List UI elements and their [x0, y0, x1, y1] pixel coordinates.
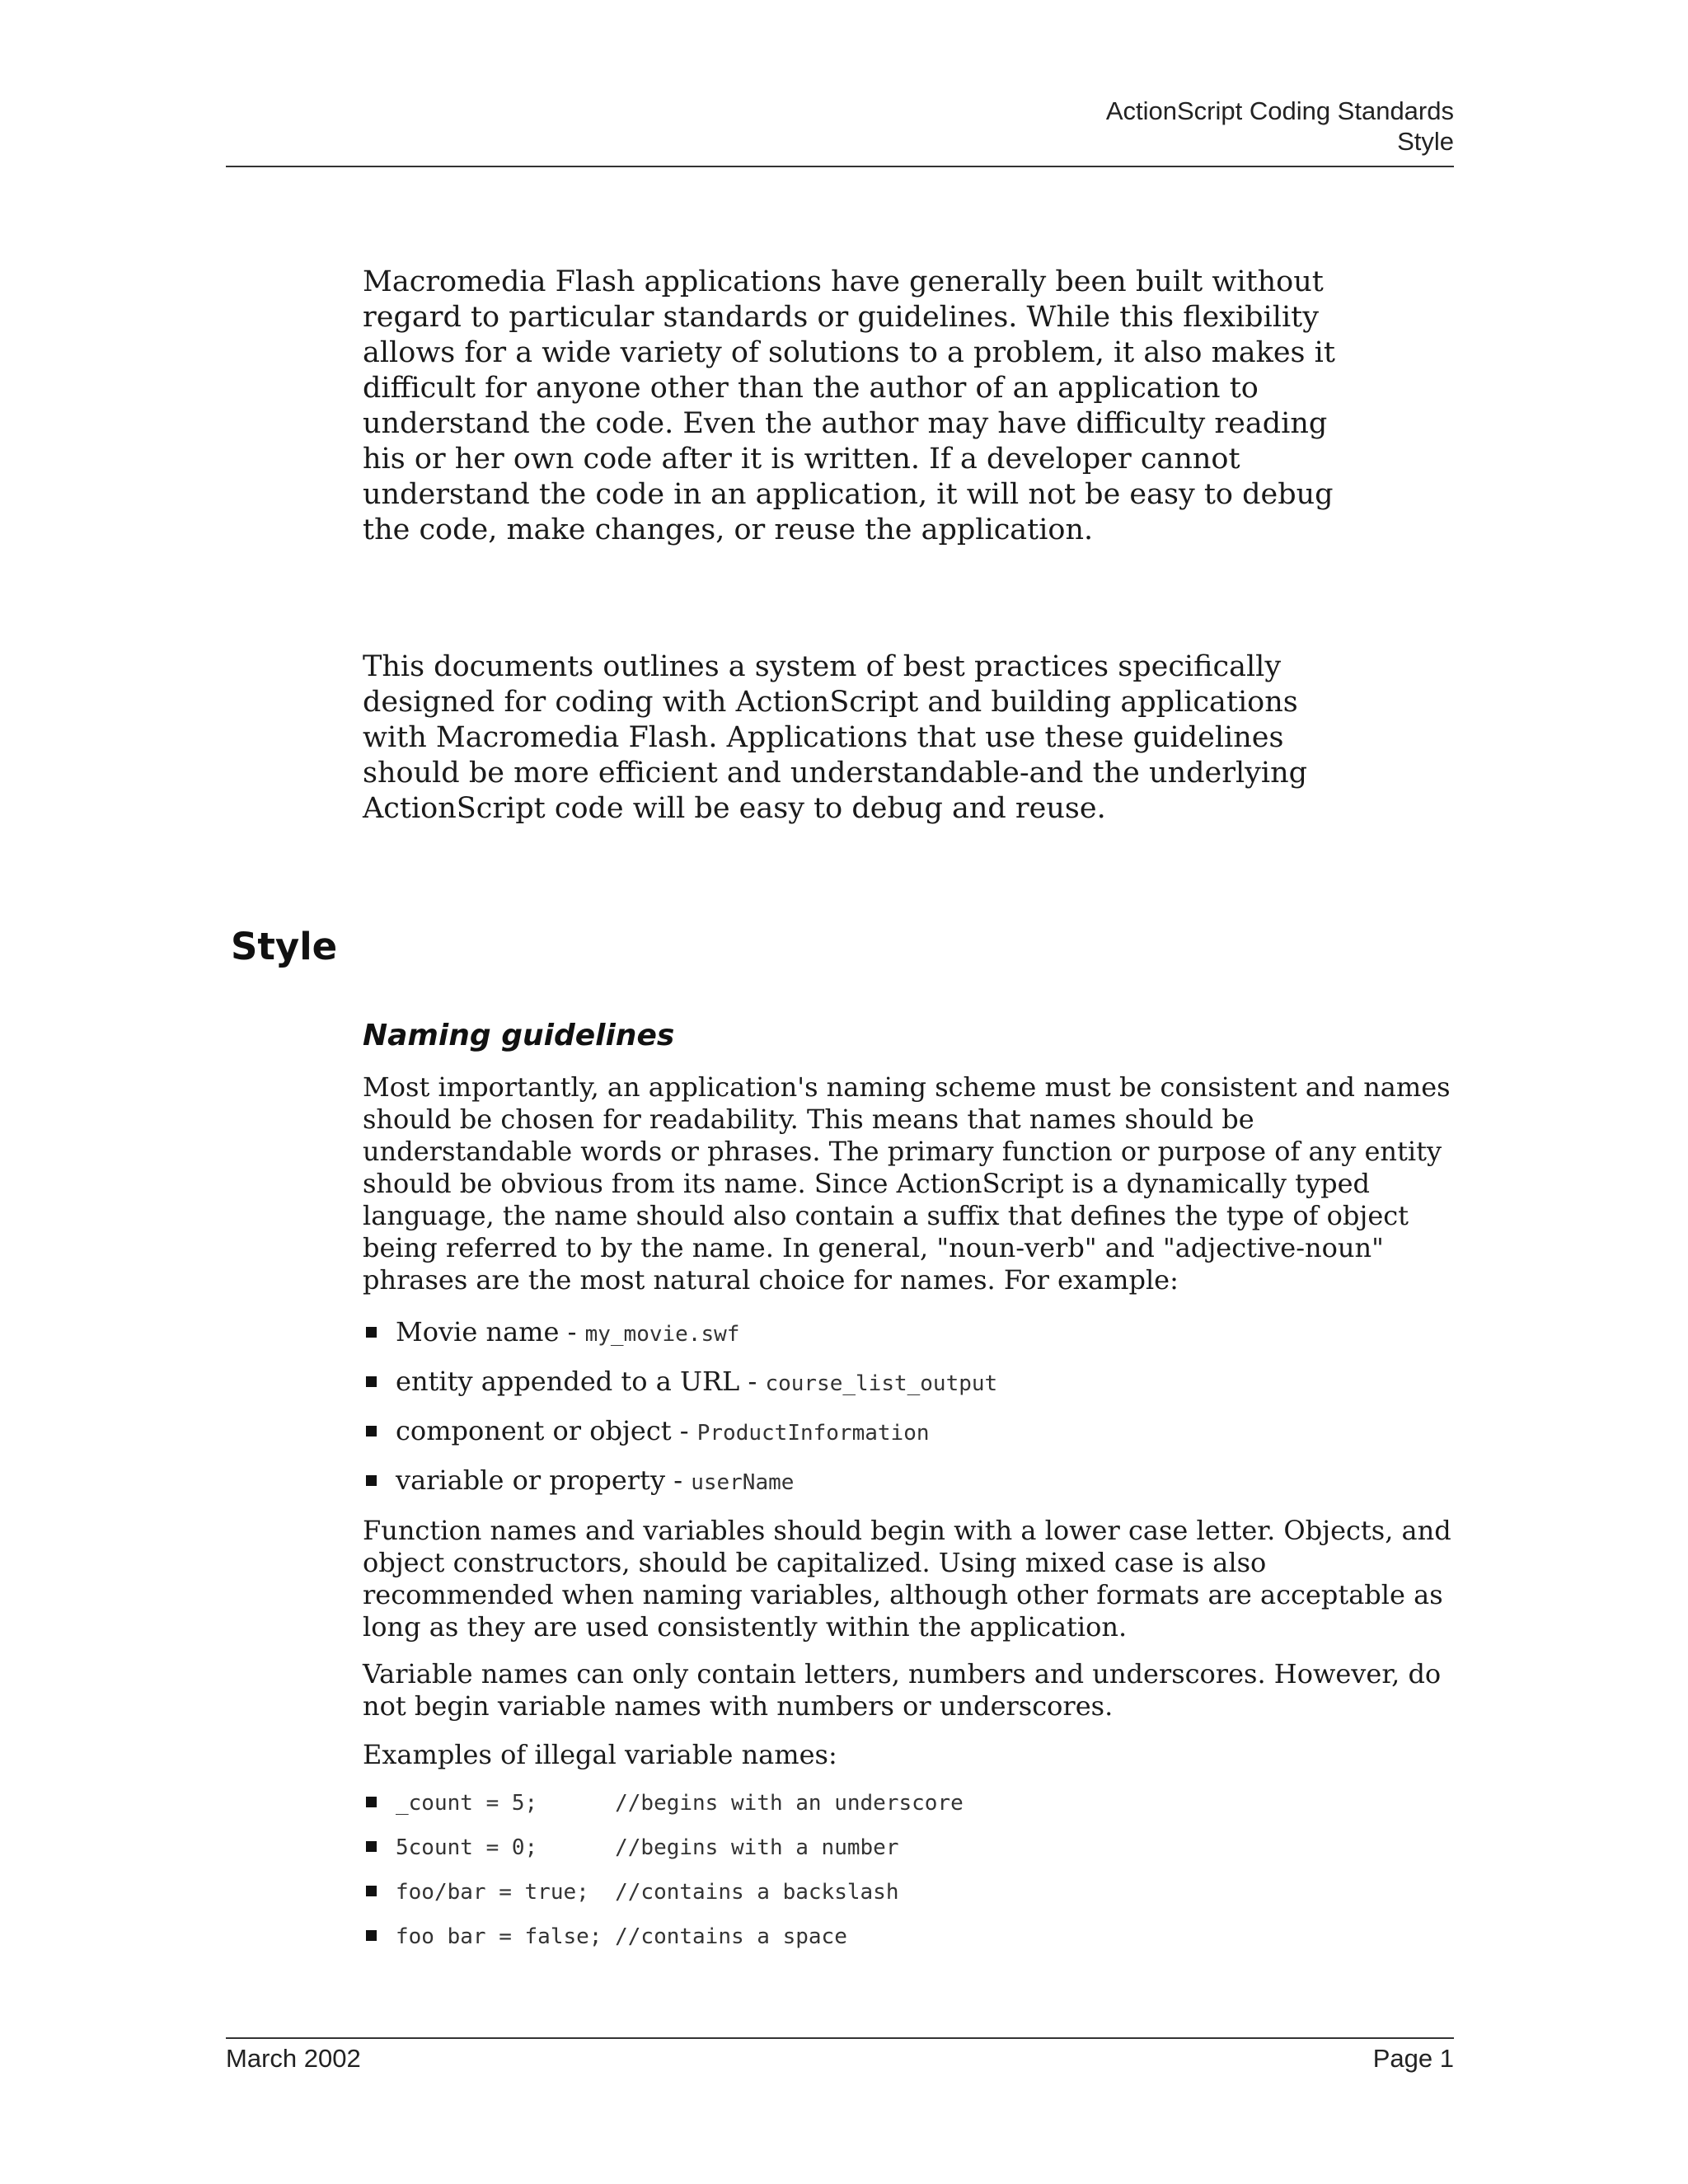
header-section-name: Style	[1397, 127, 1454, 156]
list-item	[363, 1464, 997, 1513]
example-code: my_movie.swf	[584, 1322, 740, 1347]
list-item	[363, 1315, 997, 1365]
footer-date: March 2002	[226, 2044, 361, 2073]
list-item	[363, 1365, 997, 1414]
footer-rule	[226, 2037, 1454, 2039]
naming-examples-list	[363, 1315, 997, 1513]
function-names-paragraph: Function names and variables should begin with a lower case letter. Objects, and object constructors, should be capitalized. Using mixed case is also recommended when naming variables, although other formats are acceptable as long as they are used consistently within the application.	[363, 1515, 1451, 1643]
example-label: component or object -	[396, 1415, 697, 1446]
illegal-examples-intro: Examples of illegal variable names:	[363, 1739, 837, 1770]
running-header	[226, 96, 1454, 157]
intro-paragraph-2: This documents outlines a system of best practices specifically designed for coding with ActionScript and building applications with Macromedia Flash. Applications that use these guidelines should be more efficient and understandable-and the underlying ActionScript code will be easy to debug and reuse.	[363, 650, 1308, 825]
list-item	[363, 1414, 997, 1464]
page-number: Page 1	[1372, 2044, 1454, 2073]
section-title: Style	[231, 925, 338, 968]
intro-paragraph-1: Macromedia Flash applications have generally been built without regard to particular standards or guidelines. While this flexibility allows for a wide variety of solutions to a problem, it also makes it difficult for anyone other than the author of an application to understand the code. Even the author may have difficulty reading his or her own code after it is written. If a developer cannot understand the code in an application, it will not be easy to debug the code, make changes, or reuse the application.	[363, 265, 1335, 546]
list-item: _count = 5; //begins with an underscore	[363, 1787, 964, 1831]
example-code: course_list_output	[765, 1371, 998, 1396]
example-label: Movie name -	[396, 1316, 585, 1347]
list-item: foo/bar = true; //contains a backslash	[363, 1876, 964, 1920]
example-code: ProductInformation	[696, 1421, 930, 1446]
list-item: 5count = 0; //begins with a number	[363, 1831, 964, 1876]
header-rule	[226, 166, 1454, 167]
list-item: foo bar = false; //contains a space	[363, 1920, 964, 1965]
example-label: variable or property -	[396, 1465, 692, 1496]
variable-names-paragraph: Variable names can only contain letters, numbers and underscores. However, do not begin variable names with numbers or underscores.	[363, 1658, 1442, 1722]
subsection-title: Naming guidelines	[363, 1019, 675, 1052]
example-code: userName	[691, 1470, 795, 1495]
example-label: entity appended to a URL -	[396, 1366, 766, 1397]
naming-paragraph: Most importantly, an application's naming scheme must be consistent and names should be chosen for readability. This means that names should be understandable words or phrases. The primary function or purpose of any entity should be obvious from its name. Since ActionScript is a dynamically typed language, the name should also contain a suffix that defines the type of object being referred to by the name. In general, "noun-verb" and "adjective-noun" phrases are the most natural choice for names. For example:	[363, 1071, 1451, 1296]
illegal-examples-list	[363, 1787, 964, 1965]
header-doc-title: ActionScript Coding Standards	[1105, 96, 1454, 125]
